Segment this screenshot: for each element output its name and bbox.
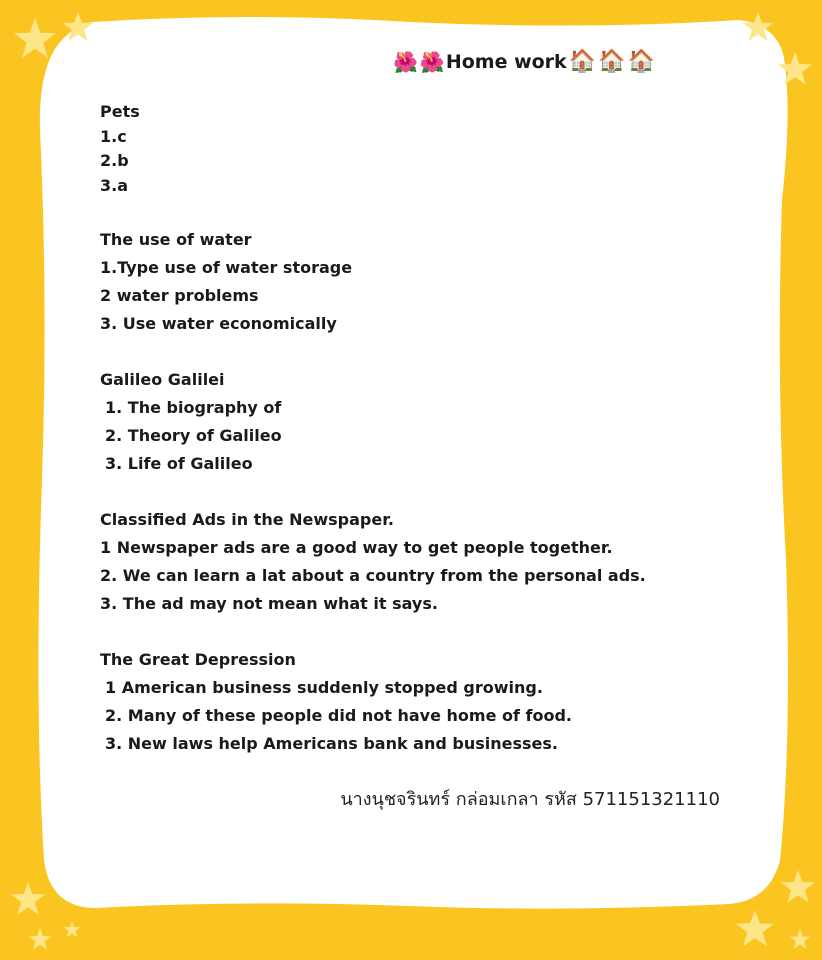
answer-item: 1.c bbox=[100, 126, 127, 146]
answer-item: 2 water problems bbox=[100, 286, 259, 305]
star-icon bbox=[781, 870, 815, 903]
answer-item: 3. Use water economically bbox=[100, 314, 337, 333]
hibiscus-icon: 🌺 bbox=[419, 50, 445, 74]
star-icon bbox=[29, 928, 52, 950]
star-icon bbox=[736, 910, 774, 946]
section-use-of-water bbox=[100, 226, 760, 338]
answer-item: 1. The biography of bbox=[105, 398, 282, 417]
house-icon: 🏠 bbox=[598, 49, 626, 74]
title-text: Home work bbox=[445, 51, 567, 73]
section-heading: The Great Depression bbox=[100, 650, 296, 669]
answer-item: 3. New laws help Americans bank and businesses. bbox=[105, 734, 558, 753]
star-icon bbox=[11, 882, 45, 915]
hibiscus-icon: 🌺 bbox=[393, 50, 418, 74]
student-signature: นางนุชจรินทร์ กล่อมเกลา รหัส 571151321110 bbox=[340, 789, 720, 810]
answer-item: 2.b bbox=[100, 151, 129, 170]
homework-content bbox=[100, 100, 760, 786]
section-heading: Pets bbox=[100, 102, 140, 121]
house-icon: 🏠 bbox=[627, 49, 655, 74]
house-icon: 🏠 bbox=[568, 49, 597, 74]
answer-item: 2. We can learn a lat about a country from the personal ads. bbox=[100, 566, 646, 585]
section-pets bbox=[100, 100, 760, 198]
section-heading: Classified Ads in the Newspaper. bbox=[100, 510, 394, 529]
page-title bbox=[392, 51, 655, 73]
section-galileo bbox=[100, 366, 760, 478]
answer-item: 1.Type use of water storage bbox=[100, 258, 353, 277]
star-icon bbox=[63, 921, 80, 937]
answer-item: 3.a bbox=[100, 175, 129, 195]
section-heading: The use of water bbox=[100, 230, 252, 249]
answer-item: 1 American business suddenly stopped growing. bbox=[105, 678, 543, 697]
section-classified-ads bbox=[100, 506, 760, 618]
section-heading: Galileo Galilei bbox=[100, 370, 225, 389]
answer-item: 2. Many of these people did not have home of food. bbox=[105, 706, 572, 725]
answer-item: 1 Newspaper ads are a good way to get people together. bbox=[100, 538, 613, 557]
answer-item: 3. Life of Galileo bbox=[105, 454, 253, 473]
answer-item: 2. Theory of Galileo bbox=[105, 426, 282, 445]
section-great-depression bbox=[100, 646, 760, 758]
answer-item: 3. The ad may not mean what it says. bbox=[100, 594, 438, 613]
star-icon bbox=[14, 18, 56, 58]
star-icon bbox=[790, 929, 811, 949]
